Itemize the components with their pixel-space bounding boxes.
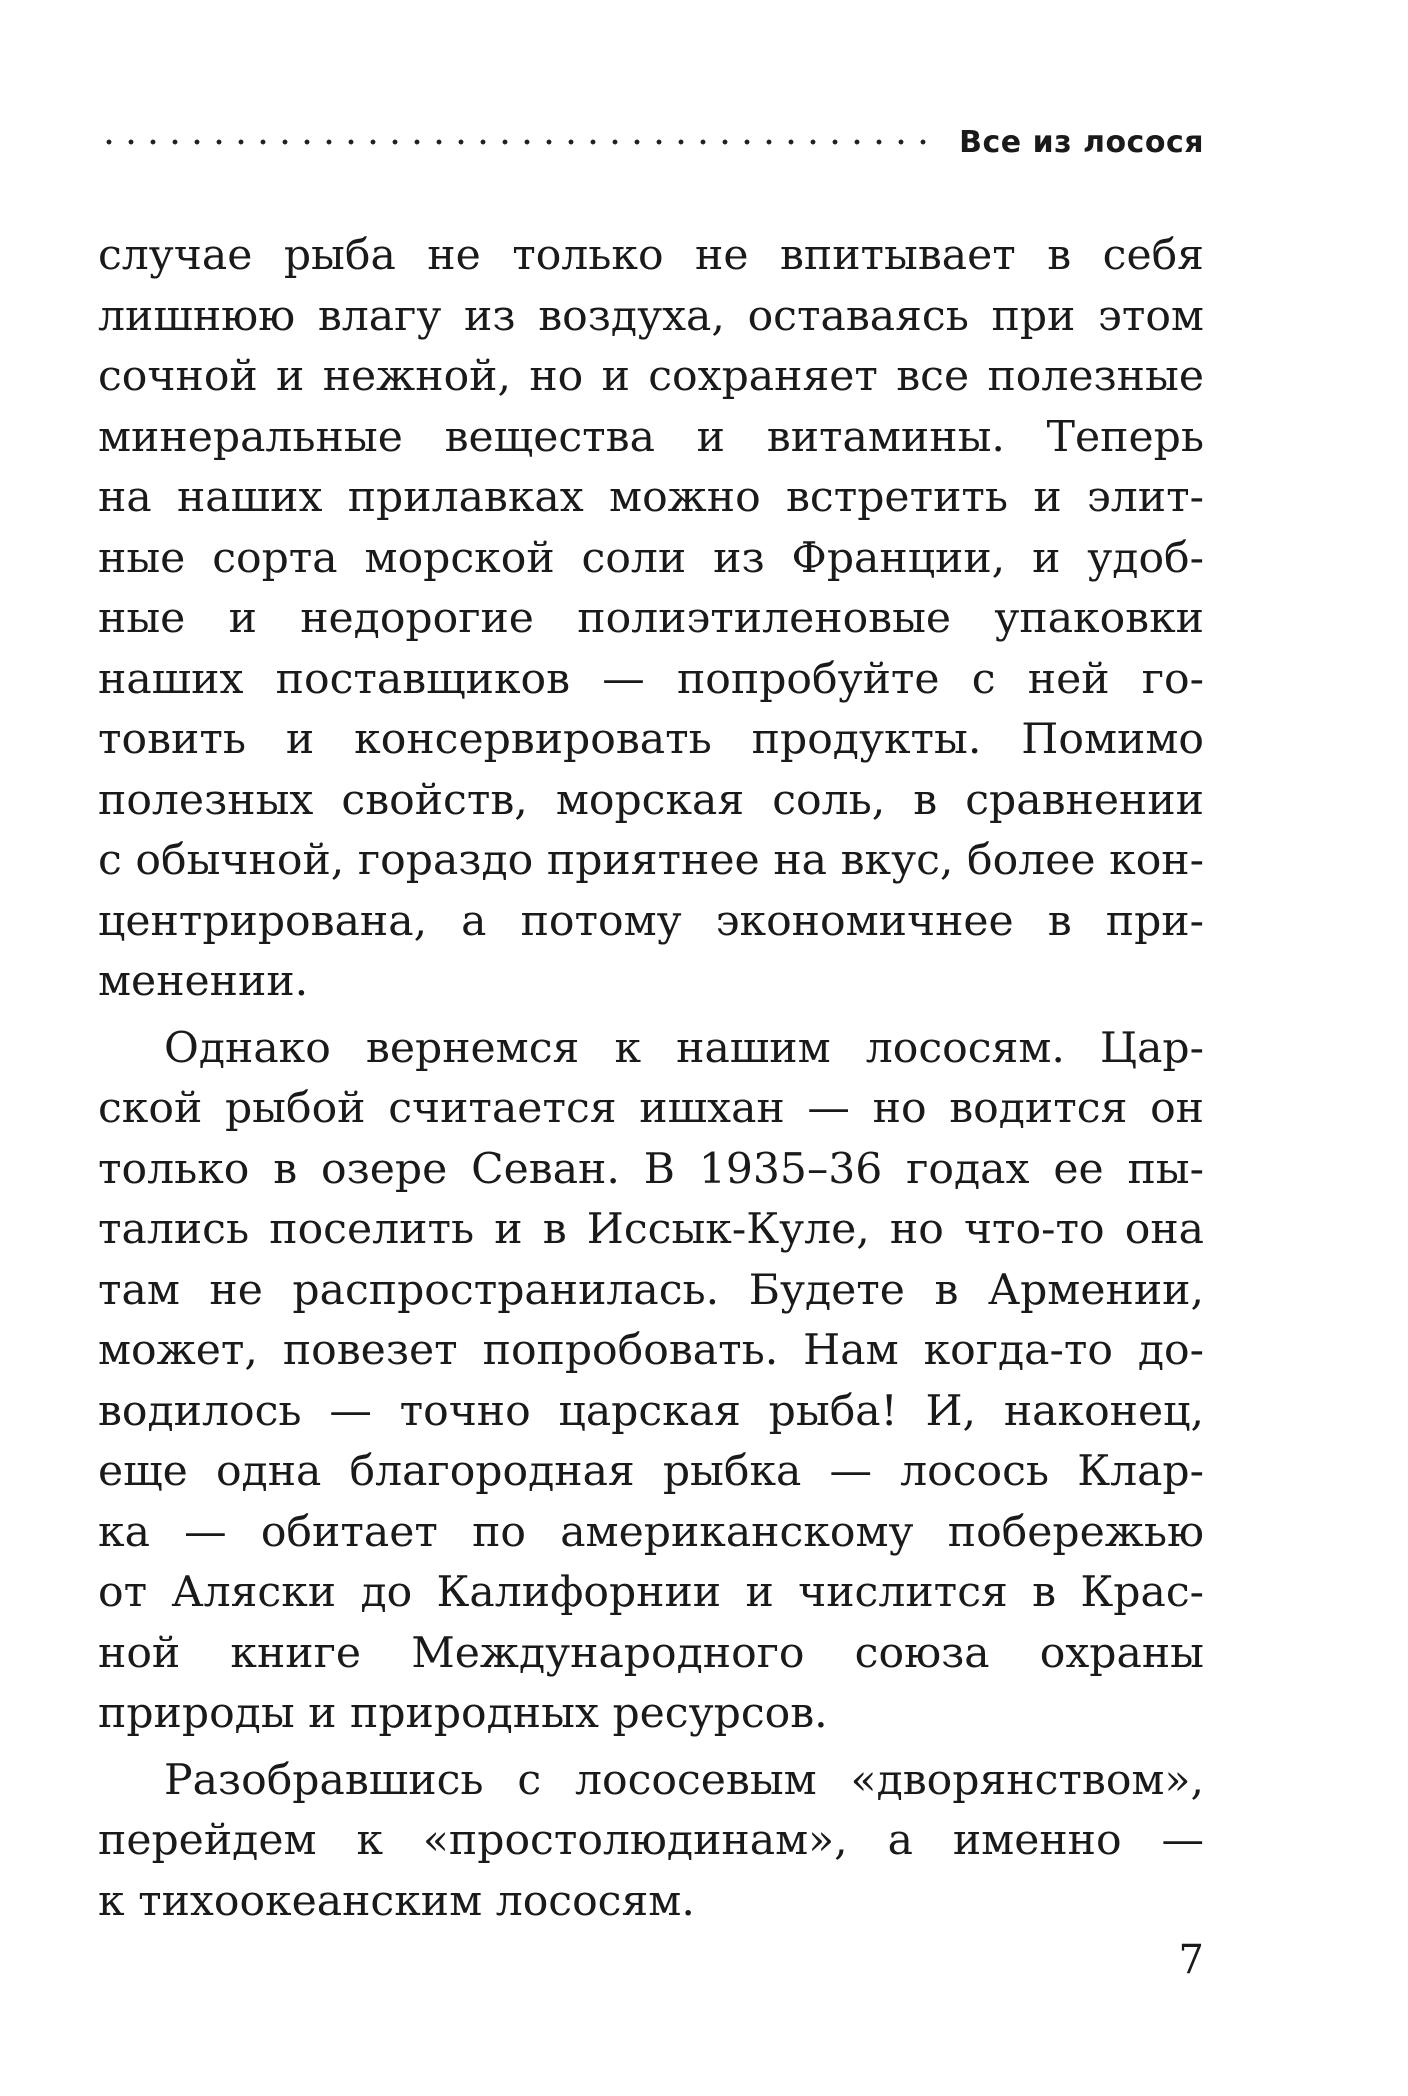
body-text [98, 226, 1204, 1932]
page-number: 7 [1178, 1937, 1204, 1983]
text-line: еще одна благородная рыбка — лосось Клар- [98, 1447, 1204, 1496]
text-line: полезных свойств, морская соль, в сравнении [98, 775, 1204, 825]
text-line: ной книге Международного союза охраны [98, 1628, 1204, 1678]
running-head [98, 112, 1204, 172]
text-line: с обычной, гораздо приятнее на вкус, более кон- [98, 836, 1204, 885]
text-line: наших поставщиков — попробуйте с ней го- [98, 654, 1204, 704]
text-line: ные сорта морской соли из Франции, и удоб- [98, 533, 1204, 583]
text-line: случае рыба не только не впитывает в себя [98, 231, 1204, 280]
paragraph-2 [98, 1019, 1204, 1745]
text-line: товить и консервировать продукты. Помимо [98, 715, 1204, 764]
text-line: Разобравшись с лососевым «дворянством», [164, 1755, 1204, 1805]
text-line: менении. [98, 957, 309, 1006]
text-line: природы и природных ресурсов. [98, 1689, 828, 1738]
text-line: может, повезет попробовать. Нам когда-то до- [98, 1326, 1204, 1375]
paragraph-1 [98, 226, 1204, 1013]
text-line: лишнюю влагу из воздуха, оставаясь при этом [98, 291, 1204, 341]
text-line: водилось — точно царская рыба! И, наконец, [98, 1386, 1204, 1436]
text-line: ской рыбой считается ишхан — но водится он [98, 1084, 1204, 1133]
running-head-title: Все из лосося [959, 124, 1204, 160]
paragraph-3 [98, 1751, 1204, 1933]
text-line: минеральные вещества и витамины. Теперь [98, 412, 1204, 462]
text-line: центрирована, а потому экономичнее в при- [98, 896, 1204, 946]
text-line: на наших прилавках можно встретить и элит- [98, 473, 1204, 522]
text-line: там не распространилась. Будете в Армении, [98, 1265, 1204, 1315]
text-line: перейдем к «простолюдинам», а именно — [98, 1816, 1204, 1865]
text-line: сочной и нежной, но и сохраняет все полезные [98, 352, 1204, 401]
dotted-leader [98, 139, 935, 145]
text-line: Однако вернемся к нашим лососям. Цар- [164, 1023, 1204, 1073]
text-line: тались поселить и в Иссык-Куле, но что-то она [98, 1205, 1204, 1254]
text-line: от Аляски до Калифорнии и числится в Крас- [98, 1568, 1204, 1617]
text-line: к тихоокеанским лососям. [98, 1876, 695, 1926]
text-line: ка — обитает по американскому побережью [98, 1507, 1204, 1557]
text-line: только в озере Севан. В 1935–36 годах ее пы- [98, 1144, 1204, 1194]
text-line: ные и недорогие полиэтиленовые упаковки [98, 594, 1204, 643]
